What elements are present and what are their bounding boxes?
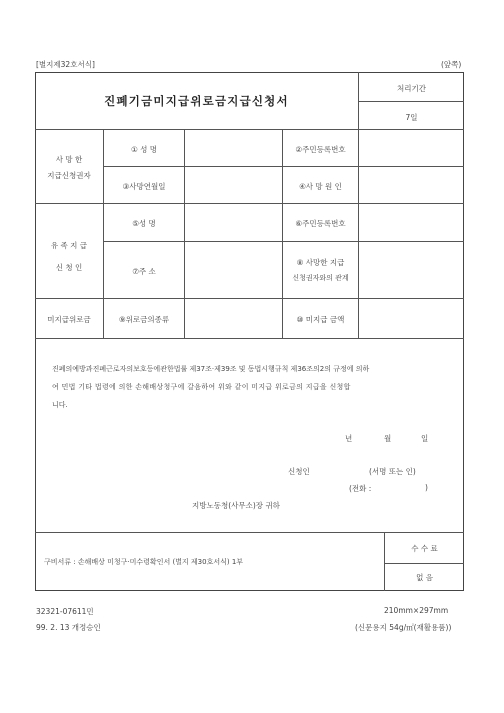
consolation-type-label: ⑨위로금의종류	[118, 315, 170, 324]
fee-label: 수 수 료	[411, 544, 438, 553]
payment-section-label: 미지급위로금	[47, 315, 91, 324]
date-year: 년	[345, 434, 353, 443]
deceased-section-label-2: 지급신청권자	[47, 171, 91, 180]
approval-date: 99. 2. 13 개정승인	[36, 623, 101, 632]
survivor-address-field[interactable]	[185, 242, 282, 298]
date-day: 일	[421, 434, 429, 443]
survivor-address-label: ⑦주 소	[132, 267, 156, 276]
survivor-section-label-2: 신 청 인	[55, 263, 83, 272]
attachments: 구비서류 : 손해배상 미청구·미수령확인서 (별지 제30호서식) 1부	[44, 558, 244, 566]
deceased-id-field[interactable]	[359, 130, 464, 166]
processing-period-value: 7일	[405, 113, 418, 122]
phone-label: (전화 :	[349, 484, 372, 493]
recipient: 지방노동청(사무소)장 귀하	[192, 501, 280, 510]
statement-line-2: 여 민법 기타 법령에 의한 손해배상청구에 갈음하여 위와 같이 미지급 위로금의 지급을 신청합	[52, 383, 351, 391]
deceased-name-field[interactable]	[185, 130, 282, 166]
form-number: [별지제32호서식]	[36, 60, 95, 69]
relationship-label-1: ⑧ 사망한 지급	[296, 258, 345, 267]
relationship-label-2: 신청권자와의 관계	[292, 274, 349, 282]
statement-line-1: 진폐의예방과진폐근로자의보호등에관한법률 제37조·제39조 및 동법시행규칙 제36조의2의 규정에 의하	[52, 365, 370, 373]
fee-value: 없 음	[416, 573, 433, 582]
death-cause-field[interactable]	[359, 167, 464, 203]
death-date-label: ③사망연월일	[122, 182, 166, 191]
unpaid-amount-label: ⑩ 미지급 금액	[296, 315, 345, 324]
applicant-label: 신청인	[288, 467, 310, 476]
survivor-name-label: ⑤성 명	[132, 219, 156, 228]
deceased-id-label: ②주민등록번호	[295, 145, 346, 154]
form-code: 32321-07611민	[36, 607, 94, 616]
survivor-section-label-1: 유 족 지 급	[50, 241, 88, 250]
death-date-field[interactable]	[185, 167, 282, 203]
relationship-field[interactable]	[359, 242, 464, 298]
deceased-section-label-1: 사 망 한	[55, 155, 83, 164]
processing-period-label: 처리기간	[397, 84, 426, 93]
deceased-name-label: ① 성 명	[131, 145, 157, 154]
survivor-name-field[interactable]	[185, 204, 282, 241]
date-month: 월	[384, 434, 392, 443]
page-title: 진폐기금미지급위로금지급신청서	[104, 94, 289, 108]
sign-note: (서명 또는 인)	[369, 467, 416, 476]
paper-type: (신문용지 54g/㎡(재활용품))	[355, 623, 452, 632]
consolation-type-field[interactable]	[185, 299, 282, 338]
survivor-id-field[interactable]	[359, 204, 464, 241]
paper-size: 210mm×297mm	[384, 606, 449, 615]
page-side-note: (앞쪽)	[441, 60, 462, 69]
unpaid-amount-field[interactable]	[359, 299, 464, 338]
survivor-id-label: ⑥주민등록번호	[295, 219, 346, 228]
statement-line-3: 니다.	[52, 401, 68, 409]
phone-close: )	[425, 483, 428, 492]
death-cause-label: ④사 망 원 인	[299, 182, 342, 191]
